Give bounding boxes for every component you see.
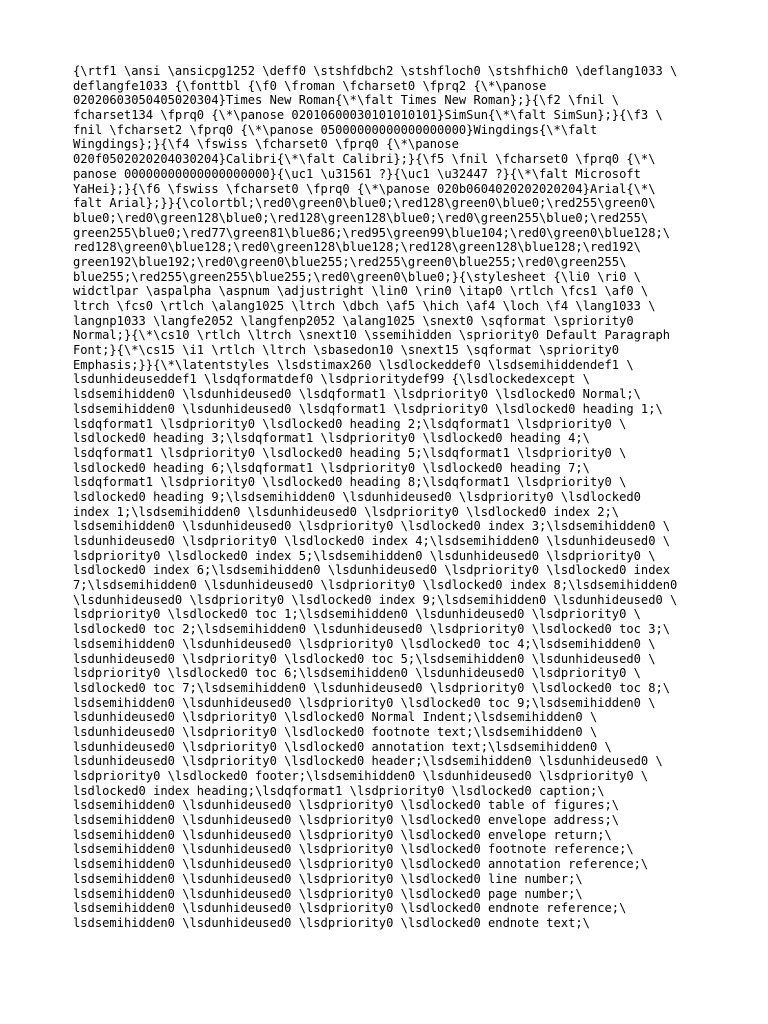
text-line: lsdunhideused0 \lsdpriority0 \lsdlocked0 header;\lsdsemihidden0 \lsdunhideused0 \ bbox=[73, 754, 663, 769]
text-line: lsdsemihidden0 \lsdunhideused0 \lsdpriority0 \lsdlocked0 toc 4;\lsdsemihidden0 \ bbox=[73, 636, 656, 651]
text-line: red128\green0\blue128;\red0\green128\blue128;\red128\green128\blue128;\red192\ bbox=[73, 240, 641, 255]
text-line: lsdsemihidden0 \lsdunhideused0 \lsdpriority0 \lsdlocked0 endnote text;\ bbox=[73, 915, 590, 930]
text-line: deflangfe1033 {\fonttbl {\f0 \froman \fcharset0 \fprq2 {\*\panose bbox=[73, 78, 547, 93]
text-line: blue255;\red255\green255\blue255;\red0\green0\blue0;}{\stylesheet {\li0 \ri0 \ bbox=[73, 269, 641, 284]
text-line: lsdunhideused0 \lsdpriority0 \lsdlocked0 index 4;\lsdsemihidden0 \lsdunhideused0 \ bbox=[73, 534, 671, 548]
text-line: index 1;\lsdsemihidden0 \lsdunhideused0 \lsdpriority0 \lsdlocked0 index 2;\ bbox=[73, 504, 620, 519]
text-line: lsdqformat1 \lsdpriority0 \lsdlocked0 heading 8;\lsdqformat1 \lsdpriority0 \ bbox=[73, 475, 627, 490]
text-line: lsdsemihidden0 \lsdunhideused0 \lsdqformat1 \lsdpriority0 \lsdlocked0 Normal;\ bbox=[73, 387, 641, 402]
text-line: \lsdunhideused0 \lsdpriority0 \lsdlocked0 index 9;\lsdsemihidden0 \lsdunhideused0 \ bbox=[73, 592, 678, 607]
text-line: lsdlocked0 heading 9;\lsdsemihidden0 \lsdunhideused0 \lsdpriority0 \lsdlocked0 bbox=[73, 489, 641, 504]
text-line: lsdlocked0 toc 7;\lsdsemihidden0 \lsdunhideused0 \lsdpriority0 \lsdlocked0 toc 8;\ bbox=[73, 680, 671, 695]
text-line: 020f0502020204030204}Calibri{\*\falt Calibri};}{\f5 \fnil \fcharset0 \fprq0 {\*\ bbox=[73, 152, 656, 167]
rtf-source-text bbox=[73, 64, 713, 931]
text-line: green255\blue0;\red77\green81\blue86;\red95\green99\blue104;\red0\green0\blue128;\ bbox=[73, 225, 671, 240]
text-line: ltrch \fcs0 \rtlch \alang1025 \ltrch \dbch \af5 \hich \af4 \loch \f4 \lang1033 \ bbox=[73, 299, 656, 313]
text-line: Font;}{\*\cs15 \i1 \rtlch \ltrch \sbasedon10 \snext15 \sqformat \spriority0 bbox=[73, 343, 620, 358]
text-line: blue0;\red0\green128\blue0;\red128\green128\blue0;\red0\green255\blue0;\red255\ bbox=[73, 210, 649, 225]
text-line: lsdsemihidden0 \lsdunhideused0 \lsdpriority0 \lsdlocked0 index 3;\lsdsemihidden0 \ bbox=[73, 519, 671, 534]
text-line: lsdsemihidden0 \lsdunhideused0 \lsdpriority0 \lsdlocked0 line number;\ bbox=[73, 871, 583, 886]
text-line: lsdlocked0 index 6;\lsdsemihidden0 \lsdunhideused0 \lsdpriority0 \lsdlocked0 index bbox=[73, 563, 671, 578]
text-line: lsdsemihidden0 \lsdunhideused0 \lsdpriority0 \lsdlocked0 envelope return;\ bbox=[73, 827, 612, 842]
text-line: lsdsemihidden0 \lsdunhideused0 \lsdpriority0 \lsdlocked0 annotation reference;\ bbox=[73, 857, 649, 872]
text-line: lsdpriority0 \lsdlocked0 index 5;\lsdsemihidden0 \lsdunhideused0 \lsdpriority0 \ bbox=[73, 548, 656, 563]
text-line: 7;\lsdsemihidden0 \lsdunhideused0 \lsdpriority0 \lsdlocked0 index 8;\lsdsemihidden0 bbox=[73, 578, 678, 593]
text-line: lsdlocked0 heading 6;\lsdqformat1 \lsdpriority0 \lsdlocked0 heading 7;\ bbox=[73, 460, 590, 475]
text-line: widctlpar \aspalpha \aspnum \adjustright \lin0 \rin0 \itap0 \rtlch \fcs1 \af0 \ bbox=[73, 284, 649, 299]
text-line: lsdsemihidden0 \lsdunhideused0 \lsdpriority0 \lsdlocked0 footnote reference;\ bbox=[73, 842, 634, 857]
text-line: fnil \fcharset2 \fprq0 {\*\panose 05000000000000000000}Wingdings{\*\falt bbox=[73, 122, 598, 137]
text-line: lsdsemihidden0 \lsdunhideused0 \lsdpriority0 \lsdlocked0 toc 9;\lsdsemihidden0 \ bbox=[73, 695, 656, 710]
text-line: lsdunhideused0 \lsdpriority0 \lsdlocked0 annotation text;\lsdsemihidden0 \ bbox=[73, 739, 612, 754]
text-line: lsdunhideused0 \lsdpriority0 \lsdlocked0 toc 5;\lsdsemihidden0 \lsdunhideused0 \ bbox=[73, 651, 656, 666]
text-line: lsdpriority0 \lsdlocked0 toc 1;\lsdsemihidden0 \lsdunhideused0 \lsdpriority0 \ bbox=[73, 607, 641, 622]
text-line: lsdunhideused0 \lsdpriority0 \lsdlocked0 footnote text;\lsdsemihidden0 \ bbox=[73, 724, 598, 739]
text-line: green192\blue192;\red0\green0\blue255;\red255\green0\blue255;\red0\green255\ bbox=[73, 254, 627, 269]
text-line: langnp1033 \langfe2052 \langfenp2052 \alang1025 \snext0 \sqformat \spriority0 bbox=[73, 313, 634, 328]
text-line: falt Arial};}}{\colortbl;\red0\green0\blue0;\red128\green0\blue0;\red255\green0\ bbox=[73, 196, 656, 211]
text-line: lsdpriority0 \lsdlocked0 toc 6;\lsdsemihidden0 \lsdunhideused0 \lsdpriority0 \ bbox=[73, 666, 641, 681]
text-line: lsdqformat1 \lsdpriority0 \lsdlocked0 heading 5;\lsdqformat1 \lsdpriority0 \ bbox=[73, 445, 627, 460]
text-line: lsdsemihidden0 \lsdunhideused0 \lsdqformat1 \lsdpriority0 \lsdlocked0 heading 1;\ bbox=[73, 401, 663, 416]
text-line: lsdpriority0 \lsdlocked0 footer;\lsdsemihidden0 \lsdunhideused0 \lsdpriority0 \ bbox=[73, 769, 649, 783]
text-line: panose 00000000000000000000}{\uc1 \u31561 ?}{\uc1 \u32447 ?}{\*\falt Microsoft bbox=[73, 166, 641, 181]
text-line: lsdsemihidden0 \lsdunhideused0 \lsdpriority0 \lsdlocked0 envelope address;\ bbox=[73, 813, 620, 828]
text-line: YaHei};}{\f6 \fswiss \fcharset0 \fprq0 {\*\panose 020b0604020202020204}Arial{\*\ bbox=[73, 181, 656, 196]
text-line: lsdlocked0 index heading;\lsdqformat1 \lsdpriority0 \lsdlocked0 caption;\ bbox=[73, 783, 605, 798]
text-line: lsdlocked0 heading 3;\lsdqformat1 \lsdpriority0 \lsdlocked0 heading 4;\ bbox=[73, 431, 590, 446]
text-line: {\rtf1 \ansi \ansicpg1252 \deff0 \stshfdbch2 \stshfloch0 \stshfhich0 \deflang1033 \ bbox=[73, 64, 678, 78]
text-line: fcharset134 \fprq0 {\*\panose 02010600030101010101}SimSun{\*\falt SimSun};}{\f3 \ bbox=[73, 108, 663, 123]
document-page bbox=[73, 64, 713, 931]
text-line: Wingdings};}{\f4 \fswiss \fcharset0 \fprq0 {\*\panose bbox=[73, 137, 459, 152]
text-line: lsdsemihidden0 \lsdunhideused0 \lsdpriority0 \lsdlocked0 table of figures;\ bbox=[73, 798, 620, 813]
text-line: Normal;}{\*\cs10 \rtlch \ltrch \snext10 \ssemihidden \spriority0 Default Paragraph bbox=[73, 328, 671, 343]
text-line: lsdunhideuseddef1 \lsdqformatdef0 \lsdprioritydef99 {\lsdlockedexcept \ bbox=[73, 372, 590, 387]
text-line: lsdqformat1 \lsdpriority0 \lsdlocked0 heading 2;\lsdqformat1 \lsdpriority0 \ bbox=[73, 416, 627, 431]
text-line: 02020603050405020304}Times New Roman{\*\falt Times New Roman};}{\f2 \fnil \ bbox=[73, 93, 620, 108]
text-line: Emphasis;}}{\*\latentstyles \lsdstimax260 \lsdlockeddef0 \lsdsemihiddendef1 \ bbox=[73, 357, 634, 372]
text-line: lsdsemihidden0 \lsdunhideused0 \lsdpriority0 \lsdlocked0 endnote reference;\ bbox=[73, 901, 627, 916]
text-line: lsdunhideused0 \lsdpriority0 \lsdlocked0 Normal Indent;\lsdsemihidden0 \ bbox=[73, 710, 598, 725]
text-line: lsdlocked0 toc 2;\lsdsemihidden0 \lsdunhideused0 \lsdpriority0 \lsdlocked0 toc 3;\ bbox=[73, 622, 671, 637]
text-line: lsdsemihidden0 \lsdunhideused0 \lsdpriority0 \lsdlocked0 page number;\ bbox=[73, 886, 583, 901]
